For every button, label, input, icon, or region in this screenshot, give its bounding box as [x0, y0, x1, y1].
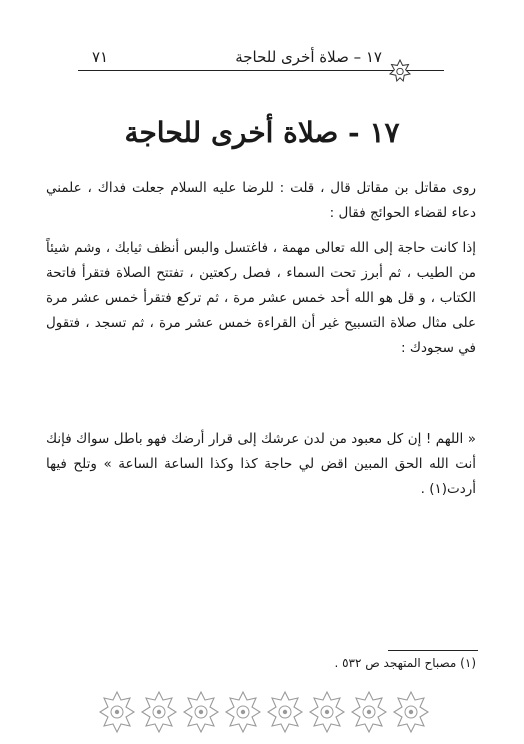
- footnote: (١) مصباح المتهجد ص ٥٣٢ .: [334, 656, 476, 670]
- paragraph-intro: روى مقاتل بن مقاتل قال ، قلت : للرضا عليه السلام جعلت فداك ، علمني دعاء لقضاء الحوائج فقال :: [46, 180, 476, 221]
- chapter-title: ١٧ - صلاة أخرى للحاجة: [124, 116, 400, 149]
- page-number: ٧١: [92, 48, 109, 66]
- decorative-band-icon: [96, 686, 434, 742]
- paragraph-instructions: إذا كانت حاجة إلى الله تعالى مهمة ، فاغتسل والبس أنظف ثيابك ، وشم شيئاً من الطيب ، ثم أبرز تحت السماء ، فصل ركعتين ، تفتتح الصلاة فتقرأ فاتحة الكتاب ، و قل هو الله أحد خمس عشر مرة ، ثم تركع فتقرأ خمس عشر مرة على مثال صلاة التسبيح غير أن القراءة خمس عشر مرة ، ثم تسجد ، فتقول في سجودك :: [46, 240, 476, 356]
- running-header-title: ١٧ – صلاة أخرى للحاجة: [235, 48, 382, 66]
- footnote-rule: [388, 650, 478, 651]
- star-ornament-icon: [388, 59, 412, 83]
- paragraph-supplication: « اللهم ! إن كل معبود من لدن عرشك إلى قرار أرضك فهو باطل سواك فإنك أنت الله الحق المبين اقض لي حاجة كذا وكذا الساعة الساعة » وتلح فيها أردت(١) .: [46, 431, 476, 497]
